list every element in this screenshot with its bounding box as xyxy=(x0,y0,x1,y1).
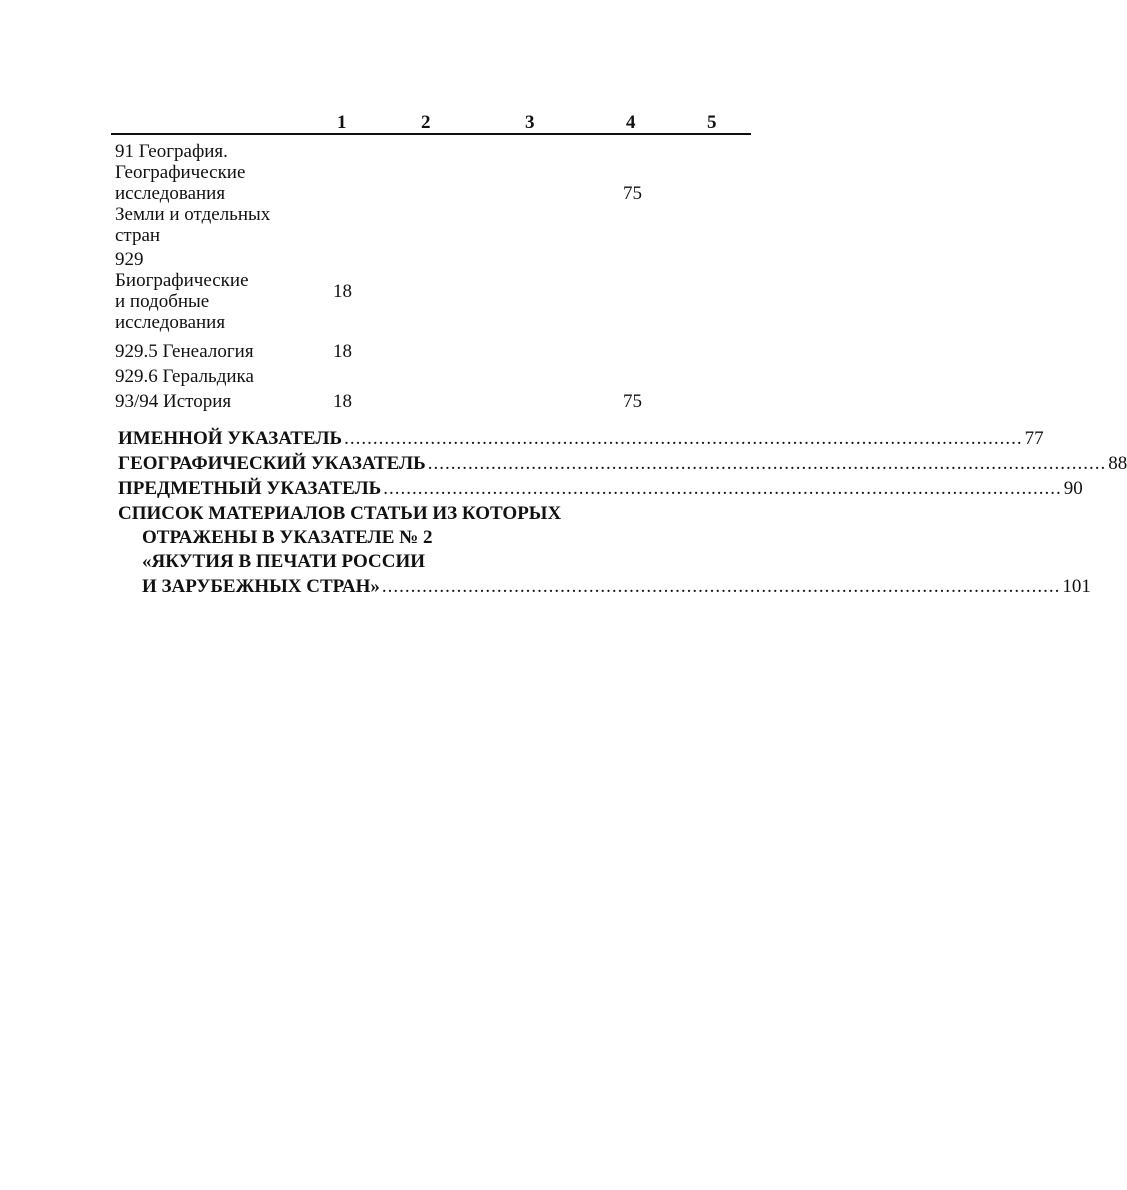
toc-entry-geo-index xyxy=(118,451,1127,476)
cell-col-1: 18 xyxy=(333,341,352,362)
table-header-row xyxy=(111,109,751,135)
toc-leader-dots: ...................................................................................................................... xyxy=(427,453,1107,474)
toc-entry-title-line: «ЯКУТИЯ В ПЕЧАТИ РОССИИ xyxy=(142,551,426,572)
table-row xyxy=(111,141,751,247)
toc-entry-title: ГЕОГРАФИЧЕСКИЙ УКАЗАТЕЛЬ xyxy=(118,453,426,474)
cell-col-4: 75 xyxy=(623,391,642,412)
toc-leader-dots: ...................................................................................................................... xyxy=(381,576,1061,597)
row-label xyxy=(111,391,315,412)
toc-entry-final-line xyxy=(118,574,1091,599)
row-label-line: 929.6 Геральдика xyxy=(115,366,254,387)
cell-col-1: 18 xyxy=(333,281,352,302)
column-header-5: 5 xyxy=(707,112,717,133)
toc-page-number: 101 xyxy=(1062,576,1091,597)
row-label xyxy=(111,341,315,362)
column-header-4: 4 xyxy=(626,112,636,133)
row-label-line: исследования xyxy=(115,183,226,204)
toc-leader-dots: ...................................................................................................................... xyxy=(344,428,1023,449)
row-label-line: 929.5 Генеалогия xyxy=(115,341,254,362)
row-label-line: Земли и отдельных xyxy=(115,204,271,225)
row-label-line: 93/94 История xyxy=(115,391,232,412)
classification-table xyxy=(111,109,751,416)
row-label xyxy=(111,141,315,246)
row-label-line: 929 xyxy=(115,249,144,270)
column-header-1: 1 xyxy=(337,112,347,133)
toc-entry-title: ПРЕДМЕТНЫЙ УКАЗАТЕЛЬ xyxy=(118,478,382,499)
row-label-line: Географические xyxy=(115,162,246,183)
toc-entry-materials-list xyxy=(118,502,1091,599)
row-label-line: Биографические xyxy=(115,270,249,291)
toc-leader-dots: ...................................................................................................................... xyxy=(383,478,1062,499)
toc-entry-title: ИМЕННОЙ УКАЗАТЕЛЬ xyxy=(118,428,343,449)
toc-entry-name-index xyxy=(118,426,1044,451)
toc-entry-title-line: И ЗАРУБЕЖНЫХ СТРАН» xyxy=(142,576,380,597)
toc-entry-title-line: СПИСОК МАТЕРИАЛОВ СТАТЬИ ИЗ КОТОРЫХ xyxy=(118,503,562,524)
toc-entry-title-line: ОТРАЖЕНЫ В УКАЗАТЕЛЕ № 2 xyxy=(142,527,433,548)
toc-entry-subject-index xyxy=(118,476,1083,501)
row-label-line: стран xyxy=(115,225,161,246)
table-row xyxy=(111,366,751,391)
table-row xyxy=(111,341,751,366)
table-row xyxy=(111,391,751,416)
row-label xyxy=(111,366,315,387)
table-row xyxy=(111,249,751,337)
toc-page-number: 77 xyxy=(1024,428,1044,449)
toc-page-number: 90 xyxy=(1063,478,1083,499)
table-of-contents xyxy=(118,426,1127,599)
toc-page-number: 88 xyxy=(1108,453,1127,474)
row-label xyxy=(111,249,315,333)
column-header-3: 3 xyxy=(525,112,535,133)
row-label-line: 91 География. xyxy=(115,141,228,162)
cell-col-4: 75 xyxy=(623,183,642,204)
cell-col-1: 18 xyxy=(333,391,352,412)
row-label-line: исследования xyxy=(115,312,226,333)
column-header-2: 2 xyxy=(421,112,431,133)
row-label-line: и подобные xyxy=(115,291,210,312)
